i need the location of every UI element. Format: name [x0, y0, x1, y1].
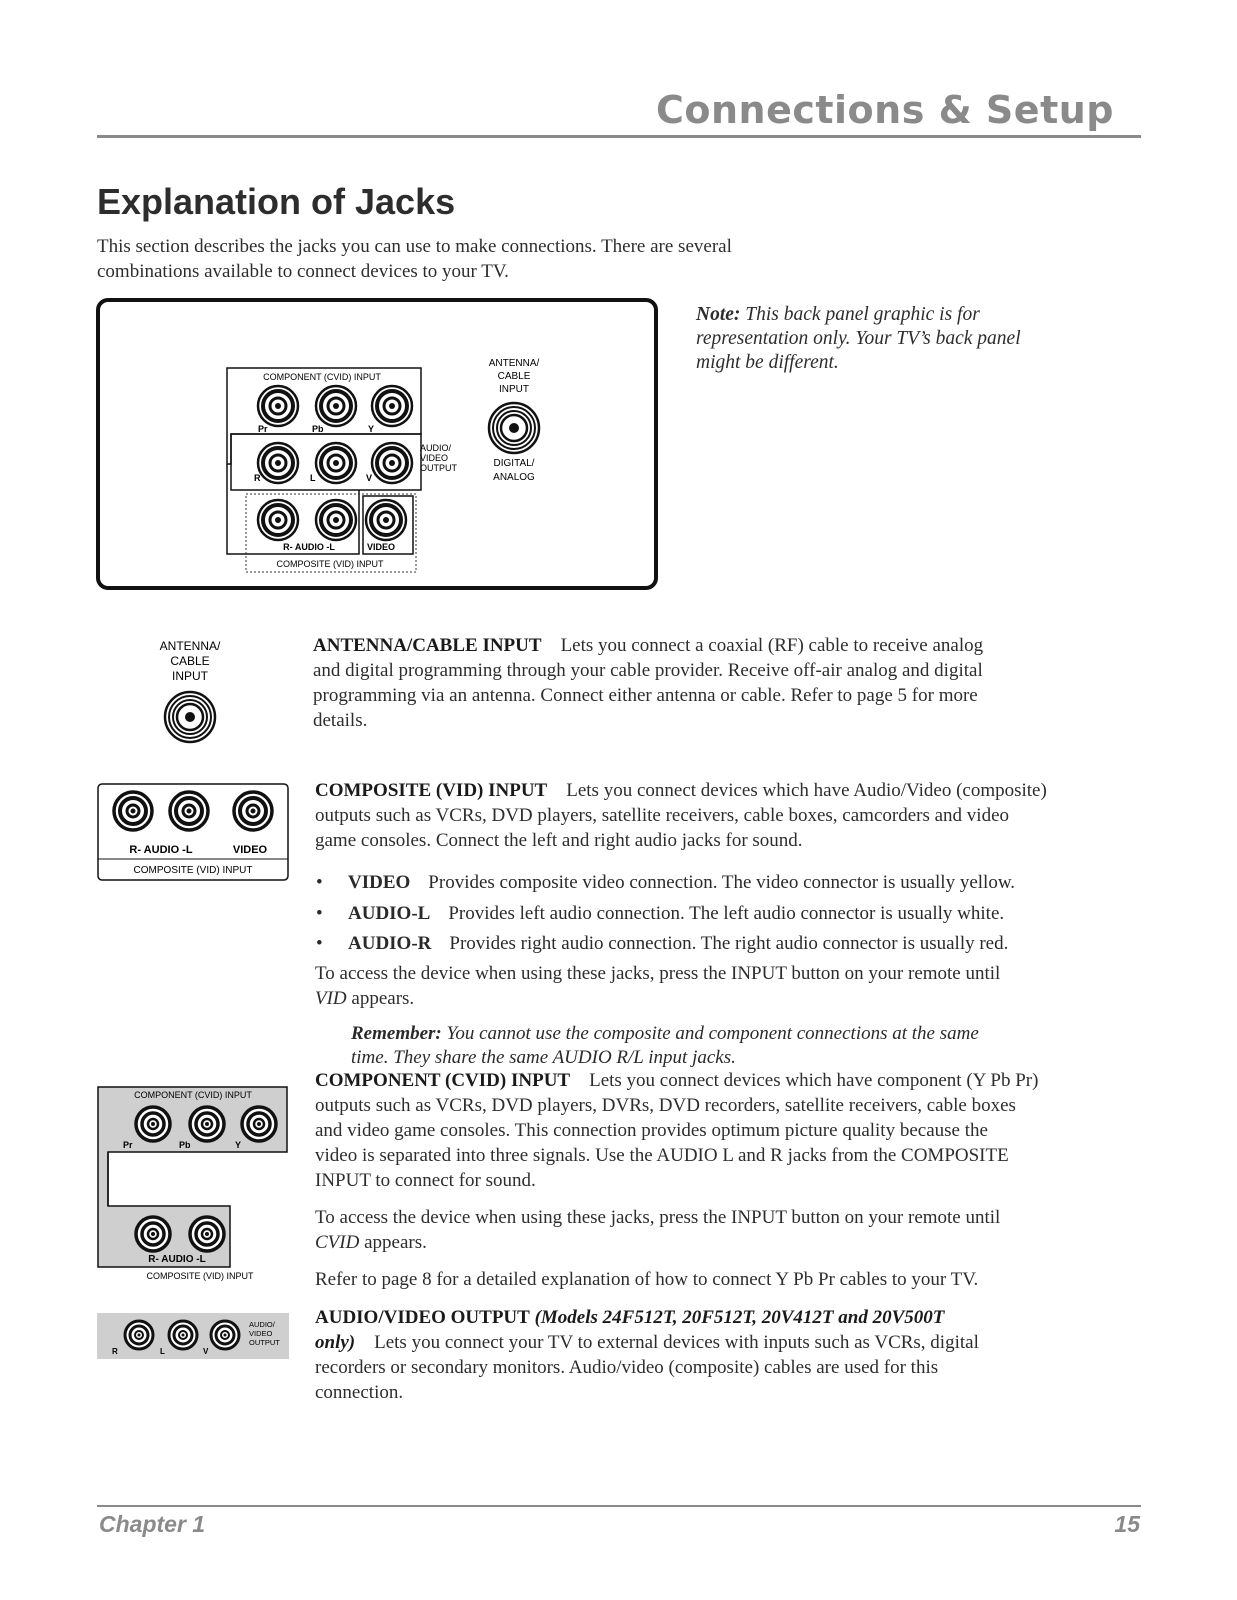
svg-text:VIDEO: VIDEO — [366, 542, 396, 552]
svg-text:AUDIO/: AUDIO/ — [249, 1320, 275, 1329]
av-output-icon — [97, 1313, 289, 1359]
list-item: • AUDIO-R Provides right audio connection. The right audio connector is usually red. — [313, 929, 1015, 960]
av-output-heading: AUDIO/VIDEO OUTPUT — [315, 1307, 530, 1328]
audio-l-output-jack — [316, 443, 356, 483]
svg-text:CABLE: CABLE — [497, 371, 531, 382]
svg-text:COMPOSITE (VID) INPUT: COMPOSITE (VID) INPUT — [133, 865, 253, 876]
av-output-description: AUDIO/VIDEO OUTPUT (Models 24F512T, 20F512T, 20V412T and 20V500T only) Lets you connect your TV to external devices with inputs such as VCRs, digital recorders or secondary monitors. Audio/video (composite) cables are used for this connection. — [315, 1307, 979, 1403]
svg-text:ANTENNA/: ANTENNA/ — [159, 639, 221, 653]
antenna-description: ANTENNA/CABLE INPUT Lets you connect a coaxial (RF) cable to receive analog and digital programming through your cable provider. Receive off-air analog and digital programming via an antenna. Connect either antenna or cable. Refer to page 5 for more details. — [313, 635, 984, 731]
audio-r-output-jack — [258, 443, 298, 483]
svg-text:AUDIO/: AUDIO/ — [420, 443, 452, 453]
svg-text:L: L — [160, 1347, 165, 1356]
svg-text:CABLE: CABLE — [170, 654, 210, 668]
composite-heading: COMPOSITE (VID) INPUT — [315, 780, 548, 801]
composite-bullet-list — [313, 868, 1015, 960]
intro-paragraph: This section describes the jacks you can use to make connections. There are several combinations available to connect devices to your TV. — [97, 236, 732, 282]
svg-text:DIGITAL/: DIGITAL/ — [493, 458, 535, 469]
video-output-jack — [372, 443, 412, 483]
svg-text:V: V — [203, 1347, 209, 1356]
antenna-cable-icon — [145, 637, 235, 747]
svg-text:ANALOG: ANALOG — [493, 472, 535, 483]
svg-text:INPUT: INPUT — [172, 669, 208, 683]
panel-composite-label: COMPOSITE (VID) INPUT — [276, 559, 384, 569]
svg-text:COMPONENT (CVID) INPUT: COMPONENT (CVID) INPUT — [134, 1090, 252, 1100]
pb-jack — [316, 386, 356, 426]
component-refer-text: Refer to page 8 for a detailed explanation of how to connect Y Pb Pr cables to your TV. — [315, 1269, 979, 1290]
svg-text:ANTENNA/: ANTENNA/ — [488, 358, 540, 369]
svg-text:Pb: Pb — [312, 424, 324, 434]
svg-text:R- AUDIO -L: R- AUDIO -L — [283, 542, 335, 552]
svg-text:R: R — [112, 1347, 118, 1356]
svg-text:R- AUDIO -L: R- AUDIO -L — [148, 1254, 206, 1265]
list-item: • VIDEO Provides composite video connection. The video connector is usually yellow. — [313, 868, 1015, 899]
svg-text:R- AUDIO -L: R- AUDIO -L — [129, 844, 193, 856]
list-item: • AUDIO-L Provides left audio connection. The left audio connector is usually white. — [313, 899, 1015, 930]
header-rule — [97, 135, 1141, 138]
svg-text:Pb: Pb — [179, 1140, 191, 1150]
svg-text:L: L — [310, 473, 316, 483]
svg-text:Y: Y — [235, 1140, 242, 1150]
svg-text:OUTPUT: OUTPUT — [420, 463, 457, 473]
component-heading: COMPONENT (CVID) INPUT — [315, 1070, 571, 1091]
svg-text:OUTPUT: OUTPUT — [249, 1338, 280, 1347]
back-panel-diagram — [96, 298, 662, 592]
page-number: 15 — [1114, 1511, 1140, 1537]
footer-rule — [97, 1505, 1141, 1507]
antenna-jack — [489, 403, 539, 453]
component-description: COMPONENT (CVID) INPUT Lets you connect devices which have component (Y Pb Pr) outputs such as VCRs, DVD players, DVRs, DVD recorders, satellite receivers, cable boxes and video game consoles. This connection provides optimum picture quality because the video is separated into three signals. Use the AUDIO L and R jacks from the COMPOSITE INPUT to connect for sound. — [315, 1070, 1039, 1191]
section-title: Explanation of Jacks — [97, 181, 456, 222]
page-header-title: Connections & Setup — [655, 88, 1114, 132]
panel-note: Note: This back panel graphic is for representation only. Your TV’s back panel might be different. — [696, 304, 1021, 373]
composite-description: COMPOSITE (VID) INPUT Lets you connect devices which have Audio/Video (composite) outputs such as VCRs, DVD players, satellite receivers, cable boxes, camcorders and video game consoles. Connect the left and right audio jacks for sound. — [315, 780, 1047, 851]
component-access-text: To access the device when using these jacks, press the INPUT button on your remote until CVID appears. — [315, 1207, 1001, 1253]
svg-text:INPUT: INPUT — [499, 384, 529, 395]
remember-note: Remember: You cannot use the composite and component connections at the same time. They share the same AUDIO R/L input jacks. — [351, 1023, 979, 1068]
video-input-jack — [366, 500, 406, 540]
panel-component-label: COMPONENT (CVID) INPUT — [263, 372, 381, 382]
svg-text:COMPOSITE (VID) INPUT: COMPOSITE (VID) INPUT — [146, 1271, 254, 1281]
svg-text:Pr: Pr — [123, 1140, 133, 1150]
pr-jack — [258, 386, 298, 426]
svg-text:VIDEO: VIDEO — [232, 844, 268, 856]
svg-text:Pr: Pr — [258, 424, 268, 434]
audio-r-input-jack — [258, 500, 298, 540]
svg-text:VIDEO: VIDEO — [420, 453, 449, 463]
svg-text:VIDEO: VIDEO — [249, 1329, 273, 1338]
audio-l-input-jack — [316, 500, 356, 540]
component-input-icon — [97, 1086, 289, 1282]
svg-text:Y: Y — [368, 424, 375, 434]
svg-text:V: V — [366, 473, 373, 483]
composite-access-text: To access the device when using these jacks, press the INPUT button on your remote until VID appears. — [315, 963, 1001, 1009]
antenna-heading: ANTENNA/CABLE INPUT — [313, 635, 542, 656]
svg-text:R: R — [254, 473, 261, 483]
y-jack — [372, 386, 412, 426]
footer-chapter: Chapter 1 — [99, 1511, 206, 1537]
composite-input-icon — [97, 783, 289, 881]
